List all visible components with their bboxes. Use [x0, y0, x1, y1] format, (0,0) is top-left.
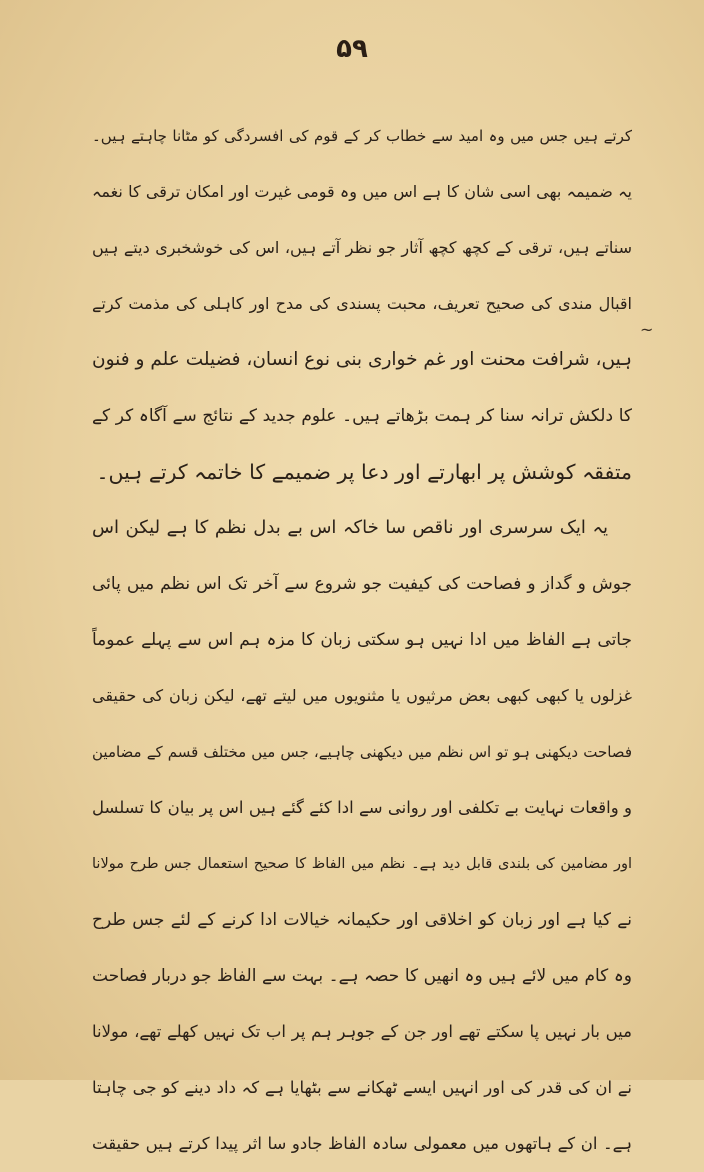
text-line: غزلوں یا کبھی کبھی بعض مرثیوں یا مثنویوں میں لیتے تھے، لیکن زبان کی حقیقی: [92, 686, 632, 705]
text-line: نے کیا ہے اور زبان کو اخلاقی اور حکیمانہ خیالات ادا کرنے کے لئے جس طرح: [92, 910, 632, 930]
text-line: جاتی ہے الفاظ میں ادا نہیں ہو سکتی زبان کا مزہ ہم اس سے پہلے عموماً: [92, 630, 632, 650]
text-line: فصاحت دیکھنی ہو تو اس نظم میں دیکھنی چاہیے، جس میں مختلف قسم کے مضامین: [92, 743, 632, 761]
text-line: جوش و گداز و فصاحت کی کیفیت جو شروع سے آخر تک اس نظم میں پائی: [92, 574, 632, 594]
text-line: یہ ایک سرسری اور ناقص سا خاکہ اس بے بدل نظم کا ہے لیکن اس: [92, 517, 608, 538]
text-line: و واقعات نہایت بے تکلفی اور روانی سے ادا کئے گئے ہیں اس پر بیان کا تسلسل: [92, 798, 632, 817]
text-line: ہے۔ ان کے ہاتھوں میں معمولی سادہ الفاظ جادو سا اثر پیدا کرتے ہیں حقیقت: [92, 1134, 632, 1153]
text-line: کرتے ہیں جس میں وہ امید سے خطاب کر کے قوم کی افسردگی کو مٹانا چاہتے ہیں۔: [92, 127, 632, 145]
text-line: میں بار نہیں پا سکتے تھے اور جن کے جوہر ہم پر اب تک نہیں کھلے تھے، مولانا: [92, 1022, 632, 1041]
text-line: اور مضامین کی بلندی قابل دید ہے۔ نظم میں الفاظ کا صحیح استعمال جس طرح مولانا: [92, 856, 632, 872]
text-line: وہ کام میں لائے ہیں وہ انھیں کا حصہ ہے۔ بہت سے الفاظ جو دربار فصاحت: [92, 966, 632, 986]
text-line: سناتے ہیں، ترقی کے کچھ کچھ آثار جو نظر آتے ہیں، اس کی خوشخبری دیتے ہیں: [92, 238, 632, 257]
margin-mark: ~: [640, 320, 654, 339]
page-number: ۵۹: [336, 34, 368, 64]
text-line: نے ان کی قدر کی اور انہیں ایسے ٹھکانے سے بٹھایا ہے کہ داد دینے کو جی چاہتا: [92, 1078, 632, 1097]
text-line: ہیں، شرافت محنت اور غم خواری بنی نوع انسان، فضیلت علم و فنون: [92, 349, 632, 370]
text-line: کا دلکش ترانہ سنا کر ہمت بڑھاتے ہیں۔ علوم جدید کے نتائج سے آگاہ کر کے: [92, 406, 632, 426]
page-body-text: [92, 108, 632, 1172]
text-line: متفقہ کوشش پر ابھارتے اور دعا پر ضمیمے کا خاتمہ کرتے ہیں۔: [96, 460, 632, 484]
text-line: اقبال مندی کی صحیح تعریف، محبت پسندی کی مدح اور کاہلی کی مذمت کرتے: [92, 294, 632, 313]
text-line: یہ ضمیمہ بھی اسی شان کا ہے اس میں وہ قومی غیرت اور امکان ترقی کا نغمہ: [92, 182, 632, 201]
